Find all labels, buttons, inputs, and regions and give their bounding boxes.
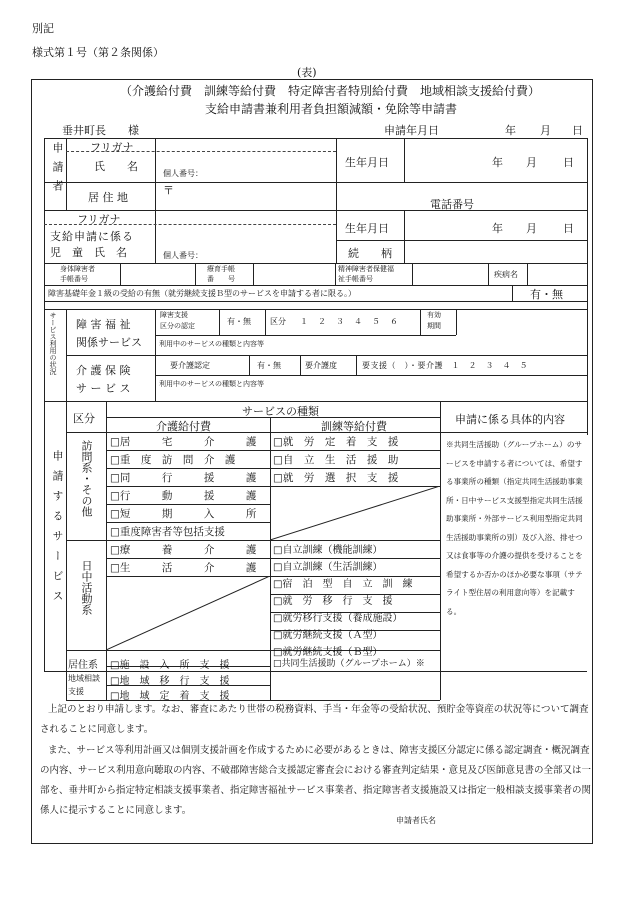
care-support-values: 要支援（ ）・要介護 １ ２ ３ ４ ５ [362,361,528,370]
services-side-label: 申請するサービス [51,450,64,610]
service-checkbox-employment-transition[interactable]: □就 労 移 行 支 援 [273,596,393,607]
physical-cert-label: 身体障害者 [60,265,95,273]
kubun-label: 区分 [73,412,95,425]
welfare-services-label: 障 害 福 祉 関係サービス [76,318,142,349]
child-individual-number-label: 個人番号： [163,251,203,260]
service-checkbox-function-training[interactable]: □自立訓練（機能訓練） [273,545,383,556]
applicant-birth-day: 日 [563,156,574,169]
rehab-cert-label-2: 番 号 [207,275,235,283]
visit-group-label: 訪問系・その他 [80,440,93,517]
empty-cell-diagonal-2 [106,576,270,650]
usage-side-label: サービス利用の状況 [49,312,57,375]
applicant-birth-year: 年 [492,156,503,169]
service-checkbox-residential-training[interactable]: □宿 泊 型 自 立 訓 練 [273,579,413,590]
welfare-cert-label: 障害支援 [160,311,188,319]
service-checkbox-employment-selection[interactable]: □就 労 選 択 支 援 [273,472,399,484]
consent-paragraph-1: 上記のとおり申請します。なお、審査にあたり世帯の税務資料、手当・年金等の受給状況、預貯金等資産の状況等について調査されることに同意します。 [40,704,589,735]
service-checkbox-comprehensive[interactable]: □重度障害者等包括支援 [110,526,225,538]
service-type-header: サービスの種類 [242,405,319,418]
service-checkbox-short-stay[interactable]: □短 期 入 所 [110,508,257,520]
welfare-cert-label-2: 区分の認定 [160,322,195,330]
training-benefit-header: 訓練等給付費 [321,420,387,433]
mental-cert-label: 精神障害者保健福 [338,265,394,273]
addressee: 垂井町長 様 [62,124,139,137]
applicant-name-label: 氏 名 [94,160,138,173]
local-group-text: 地域相談支援 [68,674,100,696]
application-date-label: 申請年月日 [384,124,439,137]
service-checkbox-employment-transition-training[interactable]: □就労移行支援（養成施設） [273,613,403,624]
mental-cert-label-2: 祉手帳番号 [338,275,373,283]
child-birth-month: 月 [526,222,537,235]
physical-cert-label-2: 手帳番号 [60,275,88,283]
form-number: 様式第１号（第２条関係） [32,46,164,59]
empty-cell-diagonal [270,486,440,540]
applicant-section-label: 申請者 [51,142,64,199]
service-checkbox-continuous-a[interactable]: □就労継続支援（Ａ型） [273,630,383,641]
care-benefit-header: 介護給付費 [156,420,211,433]
signature-label: 申請者氏名 [396,816,436,825]
local-group-label [68,672,102,698]
specific-content-header: 申請に係る具体的内容 [455,413,565,426]
service-checkbox-facility-admission[interactable]: □施 設 入 所 支 援 [110,660,230,671]
welfare-content-label: 利用中のサービスの種類と内容等 [159,340,264,348]
pension-value: 有・無 [530,288,563,301]
service-checkbox-behavior[interactable]: □行 動 援 護 [110,490,257,502]
service-checkbox-life-care[interactable]: □生 活 介 護 [110,562,257,574]
child-label-line1: 支給申請に係る [50,230,134,243]
form-title-line2: 支給申請書兼利用者負担額減額・免除等申請書 [205,102,458,116]
applicant-individual-number-label: 個人番号： [163,169,203,178]
child-relation-label: 続 柄 [348,247,392,260]
service-checkbox-continuous-b-hidden[interactable]: □就労継続支援（Ｂ型） [273,647,383,658]
service-checkbox-accompany[interactable]: □同 行 援 護 [110,472,257,484]
disease-name-label: 疾病名 [494,270,518,279]
child-furigana-label: フリガナ [77,213,121,226]
service-checkbox-employment-retention[interactable]: □就 労 定 着 支 援 [273,436,399,448]
phone-label: 電話番号 [430,198,474,211]
child-birth-day: 日 [563,222,574,235]
group-home-note: ※共同生活援助（グループホーム）のサービスを申請する者については、希望する事業所の種類（指定共同生活援助事業所・日中サービス支援型指定共同生活援助事業所・外部サービス利用型指定共同生活援助事業所の別）及び入浴、排せつ又は食事等の介護の提供を受けることを希望するか否かのほか必要な事項（サテライト型住居の利用意向等）を記載する。 [446,440,583,616]
validity-label: 有効 [427,311,441,319]
home-group-label: 居住系 [68,660,98,671]
service-checkbox-community-transition[interactable]: □地 域 移 行 支 援 [110,676,230,687]
care-cert-label: 要介護認定 [170,361,210,370]
rehab-cert-label: 療育手帳 [207,265,235,273]
service-checkbox-community-settlement[interactable]: □地 域 定 着 支 援 [110,691,230,702]
service-checkbox-medical-care[interactable]: □療 養 介 護 [110,544,257,556]
care-content-label: 利用中のサービスの種類と内容等 [159,380,264,388]
service-checkbox-severe-visit[interactable]: □重 度 訪 問 介 護 [110,454,236,466]
date-year: 年 [505,124,516,137]
care-insurance-label: 介 護 保 険 サ ー ビ ス [76,364,131,395]
child-birth-year: 年 [492,222,503,235]
service-checkbox-life-training[interactable]: □自立訓練（生活訓練） [273,562,383,573]
service-checkbox-group-home[interactable]: □共同生活援助（グループホーム）※ [273,659,425,669]
pension-label: 障害基礎年金１級の受給の有無（就労継続支援Ｂ型のサービスを申請する者に限る。） [48,289,356,298]
date-month: 月 [540,124,551,137]
child-label-line2: 児 童 氏 名 [50,246,127,259]
validity-label-2: 期間 [427,322,441,330]
applicant-birth-label: 生年月日 [345,156,389,169]
child-birth-label: 生年月日 [345,222,389,235]
day-group-label: 日中活動系 [80,560,93,615]
service-checkbox-independent-living[interactable]: □自 立 生 活 援 助 [273,454,399,466]
bekki-label: 別記 [32,22,54,35]
applicant-birth-month: 月 [526,156,537,169]
postal-mark: 〒 [163,184,174,197]
service-checkbox-home-care[interactable]: □居 宅 介 護 [110,436,257,448]
applicant-furigana-label: フリガナ [90,141,134,154]
date-day: 日 [572,124,583,137]
consent-paragraph-2: また、サービス等利用計画又は個別支援計画を作成するために必要があるときは、障害支援区分認定に係る認定調査・概況調査の内容、サービス利用意向聴取の内容、不破郡障害総合支援認定審査会における審査判定結果・意見及び医師意見書の全部又は一部を、垂井町から指定特定相談支援事業者、指定障害福祉サービス事業者、指定障害者支援施設又は指定一般相談支援事業者の関係人に提示することに同意します。 [40,745,592,816]
support-category-values: １ ２ ３ ４ ５ ６ [300,317,399,326]
applicant-address-label: 居 住 地 [88,191,128,204]
care-level-label: 要介護度 [305,361,337,370]
support-category-label: 区分 [270,317,286,326]
side-marker: (表) [297,66,317,79]
care-cert-value: 有・無 [257,361,281,370]
form-title-line1: （介護給付費 訓練等給付費 特定障害者特別給付費 地域相談支援給付費） [120,84,541,98]
welfare-cert-value: 有・無 [227,317,251,326]
